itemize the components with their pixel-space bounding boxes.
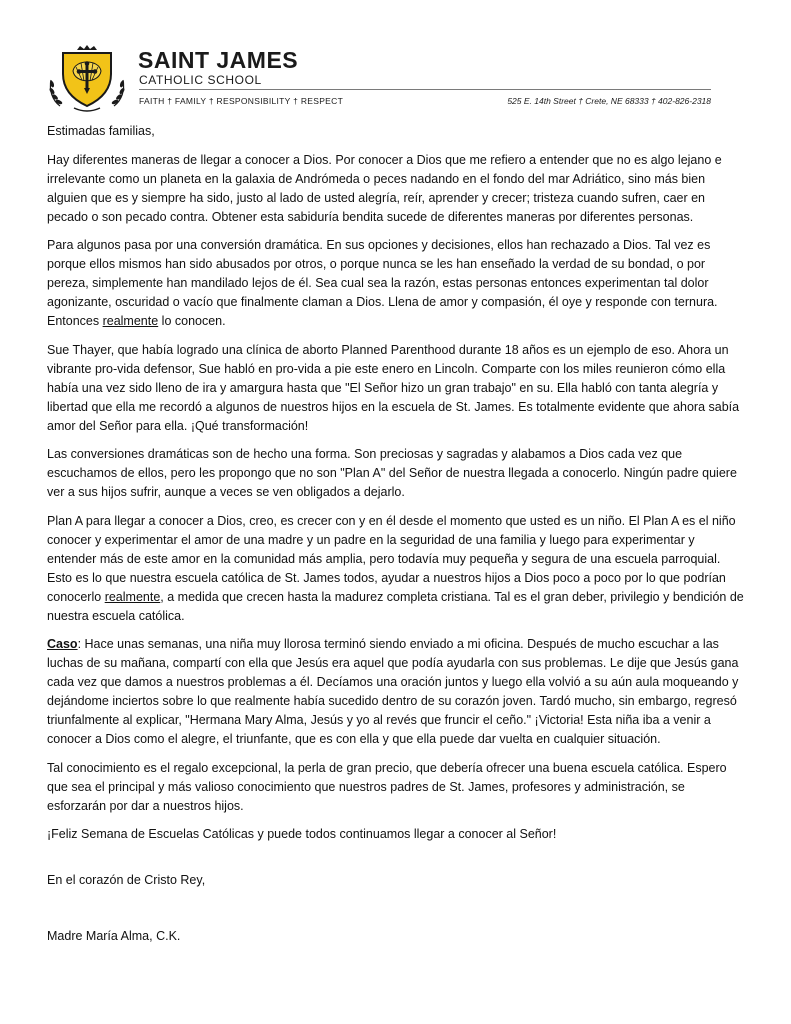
- paragraph-6-text: : Hace unas semanas, una niña muy llorosa terminó siendo enviado a mi oficina. Después de mucho escuchar a las luchas de su mañana, compartí con ella que Jesús era aquel que podía ayudarla con sus problemas. Le dije que Jesús gana cada vez que damos a nuestros problemas a él. Decíamos una oración juntos y luego ella volvió a su aún aula moqueando y dejándome inciertos sobre lo que realmente había sucedido dentro de su corazón joven. Tardó mucho, sin embargo, regresó triunfalmente al explicar, "Hermana Mary Alma, Jesús y yo al revés que fruncir el ceño." ¡Victoria! Esta niña iba a venir a conocer a Dios como el alegre, el triunfante, que es con ella y que ella puede dar vuelta en cualquier situación.: [47, 637, 739, 746]
- school-name: SAINT JAMES: [138, 47, 299, 73]
- caso-label: Caso: [47, 637, 78, 651]
- emphasis-realmente: realmente: [104, 589, 161, 604]
- letterhead-divider: [139, 89, 711, 90]
- paragraph-1: Hay diferentes maneras de llegar a conocer a Dios. Por conocer a Dios que me refiero a entender que no es algo lejano e irrelevante como un planeta en la galaxia de Andrómeda o peces nadando en el fondo del mar Adriático, sino más bien alguien que es y siempre ha sido, justo al lado de usted alegría, reír, aprender y crecer; tristeza cuando sufren, caer en pecado o son pecado contra. Obtener esta sabiduría bendita sucede de diferentes maneras por diferentes personas.: [47, 152, 722, 224]
- paragraph-8: ¡Feliz Semana de Escuelas Católicas y puede todos continuamos llegar a conocer al Señor!: [47, 827, 557, 841]
- school-motto: FAITH † FAMILY † RESPONSIBILITY † RESPECT: [139, 96, 344, 106]
- school-subtitle: CATHOLIC SCHOOL: [139, 73, 262, 87]
- school-address: 525 E. 14th Street † Crete, NE 68333 † 402-826-2318: [507, 96, 711, 106]
- salutation: Estimadas familias,: [47, 124, 155, 138]
- letterhead: [46, 44, 711, 114]
- signature: Madre María Alma, C.K.: [47, 929, 181, 943]
- paragraph-5-text: Plan A para llegar a conocer a Dios, creo, es crecer con y en él desde el momento que usted es un niño. El Plan A es el niño conocer y experimentar el amor de una madre y un padre en la seguridad de una familia y luego para experimentar y entender más de este amor en la comunidad más amplia, pero todavía muy pequeña y segura de una escuela parroquial. Esto es lo que nuestra escuela católica de St. James todos, ayudar a nuestros hijos a Dios poco a poco por lo que podrían conocerlo: [47, 513, 736, 604]
- paragraph-6: [47, 635, 747, 749]
- school-crest-logo: [46, 44, 128, 114]
- emphasis-realmente: realmente: [102, 314, 159, 328]
- paragraph-5-end: , a medida que crecen hasta la madurez completa cristiana. Tal es el gran deber, privilegio y bendición de nuestra escuela católica.: [47, 589, 744, 623]
- paragraph-2: [47, 236, 747, 331]
- paragraph-2-text: Para algunos pasa por una conversión dramática. En sus opciones y decisiones, ellos han rechazado a Dios. Tal vez es porque ellos mismos han sido abusados por otros, o porque nunca se les han enseñado la verdad de su bondad, o por pereza, simplemente han mandilado lejos de él. Sea cual sea la razón, estas personas entonces experimentan tal dolor agonizante, oscuridad o vacío que finalmente claman a Dios. Llena de amor y compasión, él oye y responde con ternura. Entonces: [47, 238, 718, 328]
- paragraph-4: Las conversiones dramáticas son de hecho una forma. Son preciosas y sagradas y alabamos a Dios cada vez que escuchamos de ellos, pero les propongo que no son "Plan A" del Señor de nuestra llegada a conocerlo. Ningún padre quiere ver a sus hijos sufrir, aunque a veces se ven obligados a dejarlo.: [47, 447, 737, 499]
- paragraph-5: [47, 512, 747, 626]
- paragraph-7: Tal conocimiento es el regalo excepcional, la perla de gran precio, que debería ofrecer una buena escuela católica. Espero que sea el principal y más valioso conocimiento que nuestros padres de St. James, profesores y administración, se esforzarán por dar a nuestros hijos.: [47, 760, 727, 813]
- paragraph-3: Sue Thayer, que había logrado una clínica de aborto Planned Parenthood durante 18 años es un ejemplo de eso. Ahora un vibrante pro-vida defensor, Sue habló en pro-vida a pie este enero en Lincoln. Comparte con los miles reunieron cómo ella había una vez sido lleno de ira y amargura hasta que "El Señor hizo un gran trabajo" en su. Ella habló con tanta alegría y libertad que ella me recordó a algunos de nuestros hijos en la escuela de St. James. Es totalmente evidente que ahora sabía amor del Señor para ella. ¡Qué transformación!: [47, 342, 740, 433]
- letter-body: [47, 122, 747, 956]
- closing: En el corazón de Cristo Rey,: [47, 873, 206, 887]
- paragraph-2-end: lo conocen.: [158, 314, 226, 328]
